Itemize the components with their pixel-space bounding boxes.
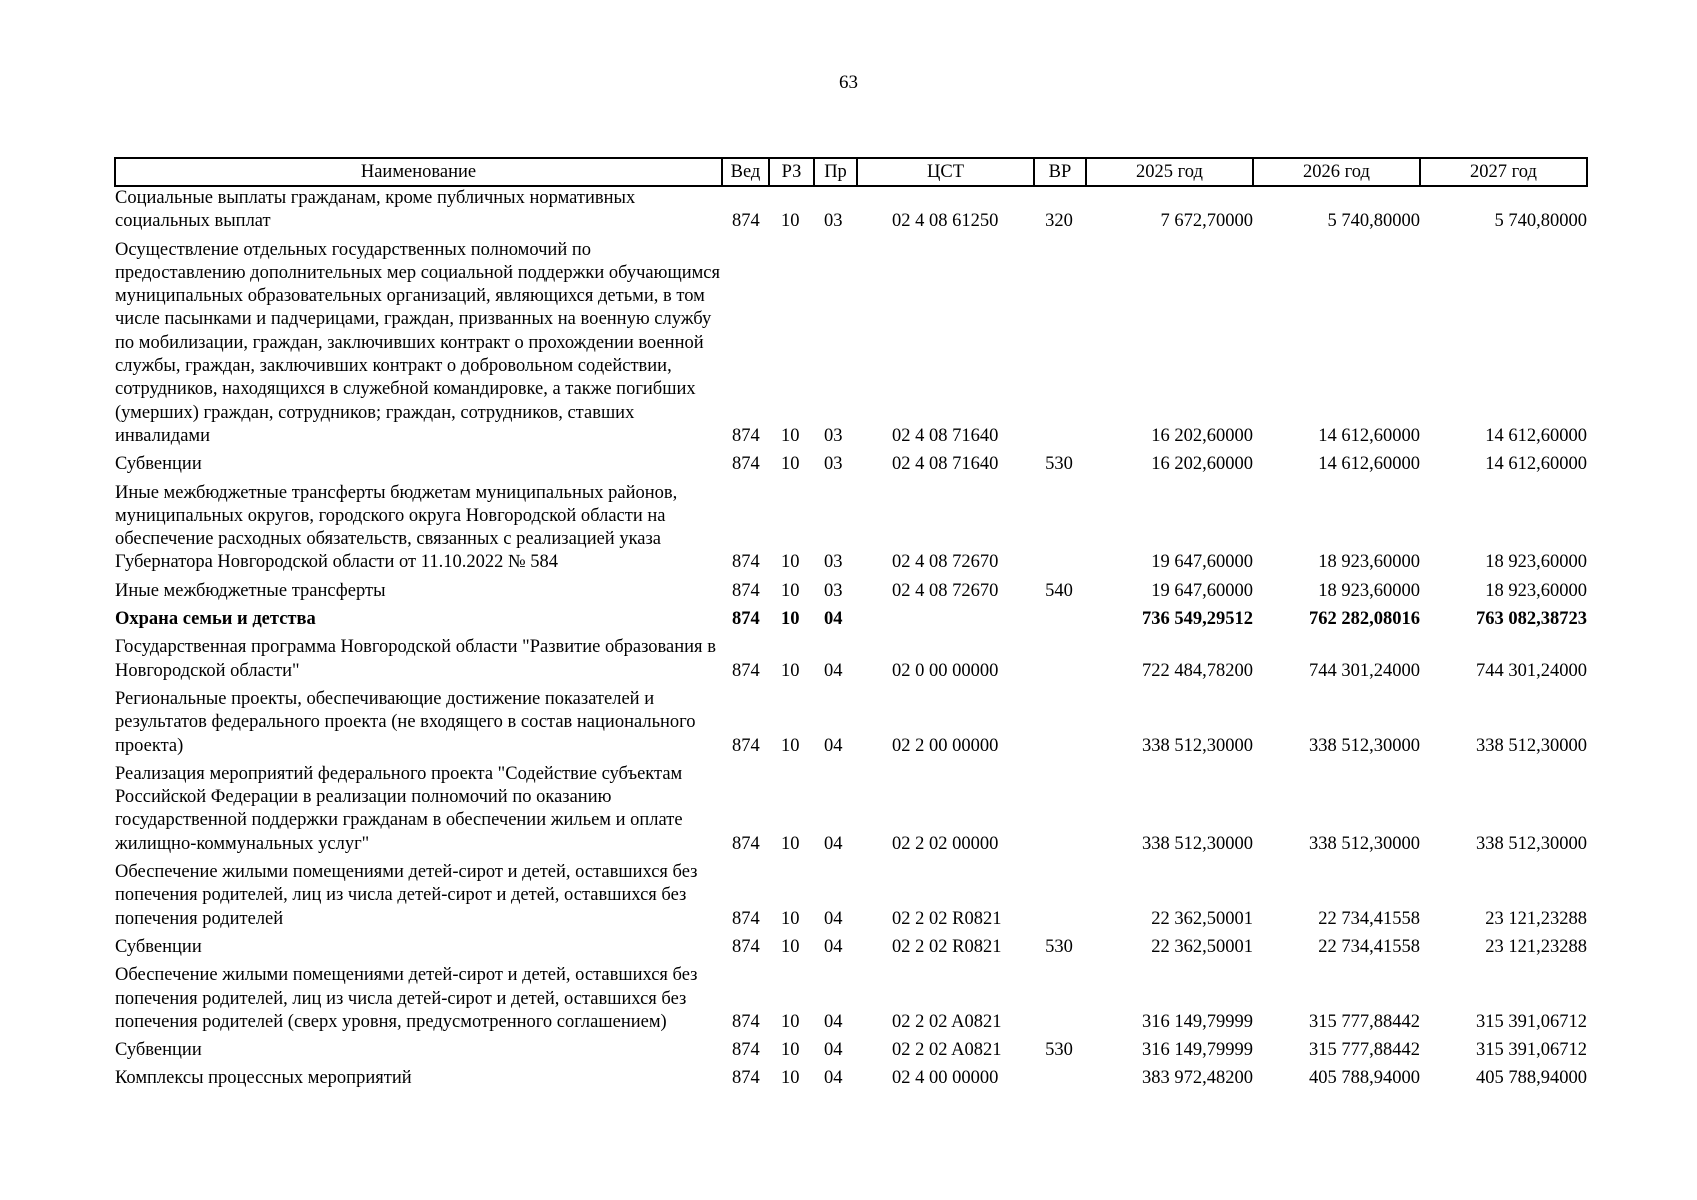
cell-rz: 10 [781,454,800,475]
table-row [115,482,1587,580]
table-row [115,608,1587,636]
cell-name: Субвенции [115,936,202,957]
table-row [115,453,1587,481]
cell-rz: 10 [781,552,800,573]
cell-name: Комплексы процессных мероприятий [115,1068,412,1089]
cell-2025: 736 549,29512 [1142,609,1253,630]
cell-cst: 02 2 02 A0821 [892,1011,1002,1032]
cell-ved: 874 [732,660,760,681]
col-header-2026: 2026 год [1253,158,1420,186]
cell-cst [857,608,1034,636]
cell-name: Реализация мероприятий федерального проекта "Содействие субъектам Российской Федерации в реализации полномочий по оказанию государственной поддержки гражданам в обеспечении жильем и оплате жилищно-коммунальных услуг" [115,763,683,854]
cell-pr: 04 [824,1011,843,1032]
table-row [115,186,1587,239]
cell-cst: 02 2 02 R0821 [892,908,1002,929]
cell-2027: 14 612,60000 [1485,454,1587,475]
cell-2025: 22 362,50001 [1151,908,1253,929]
cell-2026: 18 923,60000 [1318,552,1420,573]
cell-2026: 338 512,30000 [1309,735,1420,756]
cell-2026: 22 734,41558 [1318,936,1420,957]
cell-cst: 02 2 00 00000 [892,735,999,756]
cell-2025: 22 362,50001 [1151,936,1253,957]
cell-pr: 04 [824,735,843,756]
cell-rz: 10 [781,211,800,232]
cell-2025: 316 149,79999 [1142,1040,1253,1061]
cell-vr [1034,608,1086,636]
cell-rz: 10 [781,833,800,854]
cell-cst: 02 0 00 00000 [892,660,999,681]
table-row [115,763,1587,861]
cell-cst: 02 4 08 71640 [892,425,999,446]
cell-name: Охрана семьи и детства [115,609,316,630]
cell-cst: 02 4 08 61250 [892,211,999,232]
cell-2025: 16 202,60000 [1151,425,1253,446]
cell-2025: 19 647,60000 [1151,552,1253,573]
cell-pr: 03 [824,211,843,232]
cell-2025: 338 512,30000 [1142,735,1253,756]
cell-pr: 03 [824,552,843,573]
cell-pr: 04 [824,1068,843,1089]
cell-2026: 14 612,60000 [1318,425,1420,446]
cell-name: Обеспечение жилыми помещениями детей-сирот и детей, оставшихся без попечения родителей, лиц из числа детей-сирот и детей, оставшихся без попечения родителей [115,862,698,929]
cell-2027: 5 740,80000 [1494,211,1587,232]
table-row [115,580,1587,608]
cell-vr [1034,1067,1086,1095]
cell-pr: 03 [824,425,843,446]
cell-2027: 315 391,06712 [1476,1011,1587,1032]
table-row [115,936,1587,964]
cell-rz: 10 [781,936,800,957]
cell-vr [1034,482,1086,580]
cell-2026: 14 612,60000 [1318,454,1420,475]
cell-2025: 722 484,78200 [1142,660,1253,681]
cell-2025: 316 149,79999 [1142,1011,1253,1032]
cell-cst: 02 4 08 72670 [892,552,999,573]
cell-2027: 338 512,30000 [1476,833,1587,854]
table-row [115,239,1587,454]
cell-2026: 744 301,24000 [1309,660,1420,681]
cell-vr [1034,636,1086,688]
cell-vr: 530 [1045,936,1073,957]
cell-rz: 10 [781,1068,800,1089]
table-row [115,964,1587,1039]
cell-pr: 04 [824,833,843,854]
col-header-2025: 2025 год [1086,158,1253,186]
table-header-row [115,158,1587,186]
cell-pr: 04 [824,660,843,681]
table-row [115,861,1587,936]
cell-name: Субвенции [115,1040,202,1061]
col-header-rz: РЗ [769,158,814,186]
cell-2025: 16 202,60000 [1151,454,1253,475]
cell-2026: 5 740,80000 [1327,211,1420,232]
cell-rz: 10 [781,660,800,681]
cell-ved: 874 [732,1068,760,1089]
cell-2027: 23 121,23288 [1485,908,1587,929]
col-header-pr: Пр [814,158,857,186]
cell-ved: 874 [732,211,760,232]
cell-cst: 02 4 08 72670 [892,580,999,601]
cell-cst: 02 2 02 A0821 [892,1040,1002,1061]
cell-2026: 315 777,88442 [1309,1011,1420,1032]
table-row [115,688,1587,763]
cell-vr: 540 [1045,580,1073,601]
cell-name: Социальные выплаты гражданам, кроме публичных нормативных социальных выплат [115,188,636,232]
table-row [115,636,1587,688]
cell-vr: 530 [1045,1040,1073,1061]
cell-2025: 338 512,30000 [1142,833,1253,854]
cell-vr [1034,861,1086,936]
cell-vr [1034,688,1086,763]
cell-2027: 23 121,23288 [1485,936,1587,957]
cell-vr [1034,239,1086,454]
cell-vr [1034,763,1086,861]
cell-2027: 763 082,38723 [1476,609,1587,630]
cell-vr [1034,964,1086,1039]
col-header-2027: 2027 год [1420,158,1587,186]
cell-ved: 874 [732,1040,760,1061]
cell-ved: 874 [732,936,760,957]
table-row [115,1039,1587,1067]
cell-pr: 03 [824,580,843,601]
cell-2026: 405 788,94000 [1309,1068,1420,1089]
cell-rz: 10 [781,1011,800,1032]
cell-vr: 320 [1045,211,1073,232]
cell-vr: 530 [1045,454,1073,475]
cell-cst: 02 4 08 71640 [892,454,999,475]
cell-2026: 338 512,30000 [1309,833,1420,854]
cell-ved: 874 [732,908,760,929]
cell-2027: 744 301,24000 [1476,660,1587,681]
col-header-vr: ВР [1034,158,1086,186]
cell-pr: 03 [824,454,843,475]
col-header-ved: Вед [722,158,769,186]
cell-rz: 10 [781,609,800,630]
cell-2027: 18 923,60000 [1485,552,1587,573]
cell-ved: 874 [732,580,760,601]
cell-rz: 10 [781,580,800,601]
cell-2025: 19 647,60000 [1151,580,1253,601]
cell-name: Иные межбюджетные трансферты бюджетам муниципальных районов, муниципальных округов, городского округа Новгородской области на обеспечение расходных обязательств, связанных с реализацией указа Губернатора Новгородской области от 11.10.2022 № 584 [115,482,678,573]
cell-ved: 874 [732,552,760,573]
cell-cst: 02 2 02 00000 [892,833,999,854]
cell-name: Региональные проекты, обеспечивающие достижение показателей и результатов федерального проекта (не входящего в состав национального проекта) [115,688,696,756]
col-header-name: Наименование [115,158,722,186]
col-header-cst: ЦСТ [857,158,1034,186]
cell-rz: 10 [781,1040,800,1061]
table-body [115,186,1587,1096]
cell-rz: 10 [781,908,800,929]
cell-ved: 874 [732,833,760,854]
cell-pr: 04 [824,1040,843,1061]
cell-ved: 874 [732,425,760,446]
table-row [115,1067,1587,1095]
cell-2027: 14 612,60000 [1485,425,1587,446]
cell-cst: 02 4 00 00000 [892,1068,999,1089]
cell-2026: 18 923,60000 [1318,580,1420,601]
cell-2027: 338 512,30000 [1476,735,1587,756]
cell-2026: 762 282,08016 [1309,609,1420,630]
cell-name: Осуществление отдельных государственных полномочий по предоставлению дополнительных мер социальной поддержки обучающимся муниципальных образовательных организаций, являющихся детьми, в том числе пасынками и падчерицами, граждан, призванных на военную службу по мобилизации, граждан, заключивших контракт о прохождении военной службы, граждан, заключивших контракт о добровольном содействии, сотрудников, находящихся в служебной командировке, а также погибших (умерших) граждан, сотрудников; граждан, сотрудников, ставших инвалидами [115,239,721,446]
cell-name: Государственная программа Новгородской области "Развитие образования в Новгородской области" [115,637,716,681]
cell-2026: 315 777,88442 [1309,1040,1420,1061]
cell-rz: 10 [781,425,800,446]
cell-rz: 10 [781,735,800,756]
cell-name: Иные межбюджетные трансферты [115,580,386,601]
cell-2027: 315 391,06712 [1476,1040,1587,1061]
cell-ved: 874 [732,1011,760,1032]
cell-2027: 18 923,60000 [1485,580,1587,601]
cell-name: Обеспечение жилыми помещениями детей-сирот и детей, оставшихся без попечения родителей, лиц из числа детей-сирот и детей, оставшихся без попечения родителей (сверх уровня, предусмотренного соглашением) [115,965,698,1032]
cell-pr: 04 [824,609,843,630]
budget-table [114,157,1588,1096]
cell-pr: 04 [824,908,843,929]
page-number: 63 [839,72,858,93]
cell-2027: 405 788,94000 [1476,1068,1587,1089]
cell-pr: 04 [824,936,843,957]
cell-2025: 383 972,48200 [1142,1068,1253,1089]
cell-name: Субвенции [115,454,202,475]
cell-ved: 874 [732,454,760,475]
cell-2026: 22 734,41558 [1318,908,1420,929]
cell-cst: 02 2 02 R0821 [892,936,1002,957]
cell-ved: 874 [732,609,760,630]
cell-2025: 7 672,70000 [1160,211,1253,232]
cell-ved: 874 [732,735,760,756]
